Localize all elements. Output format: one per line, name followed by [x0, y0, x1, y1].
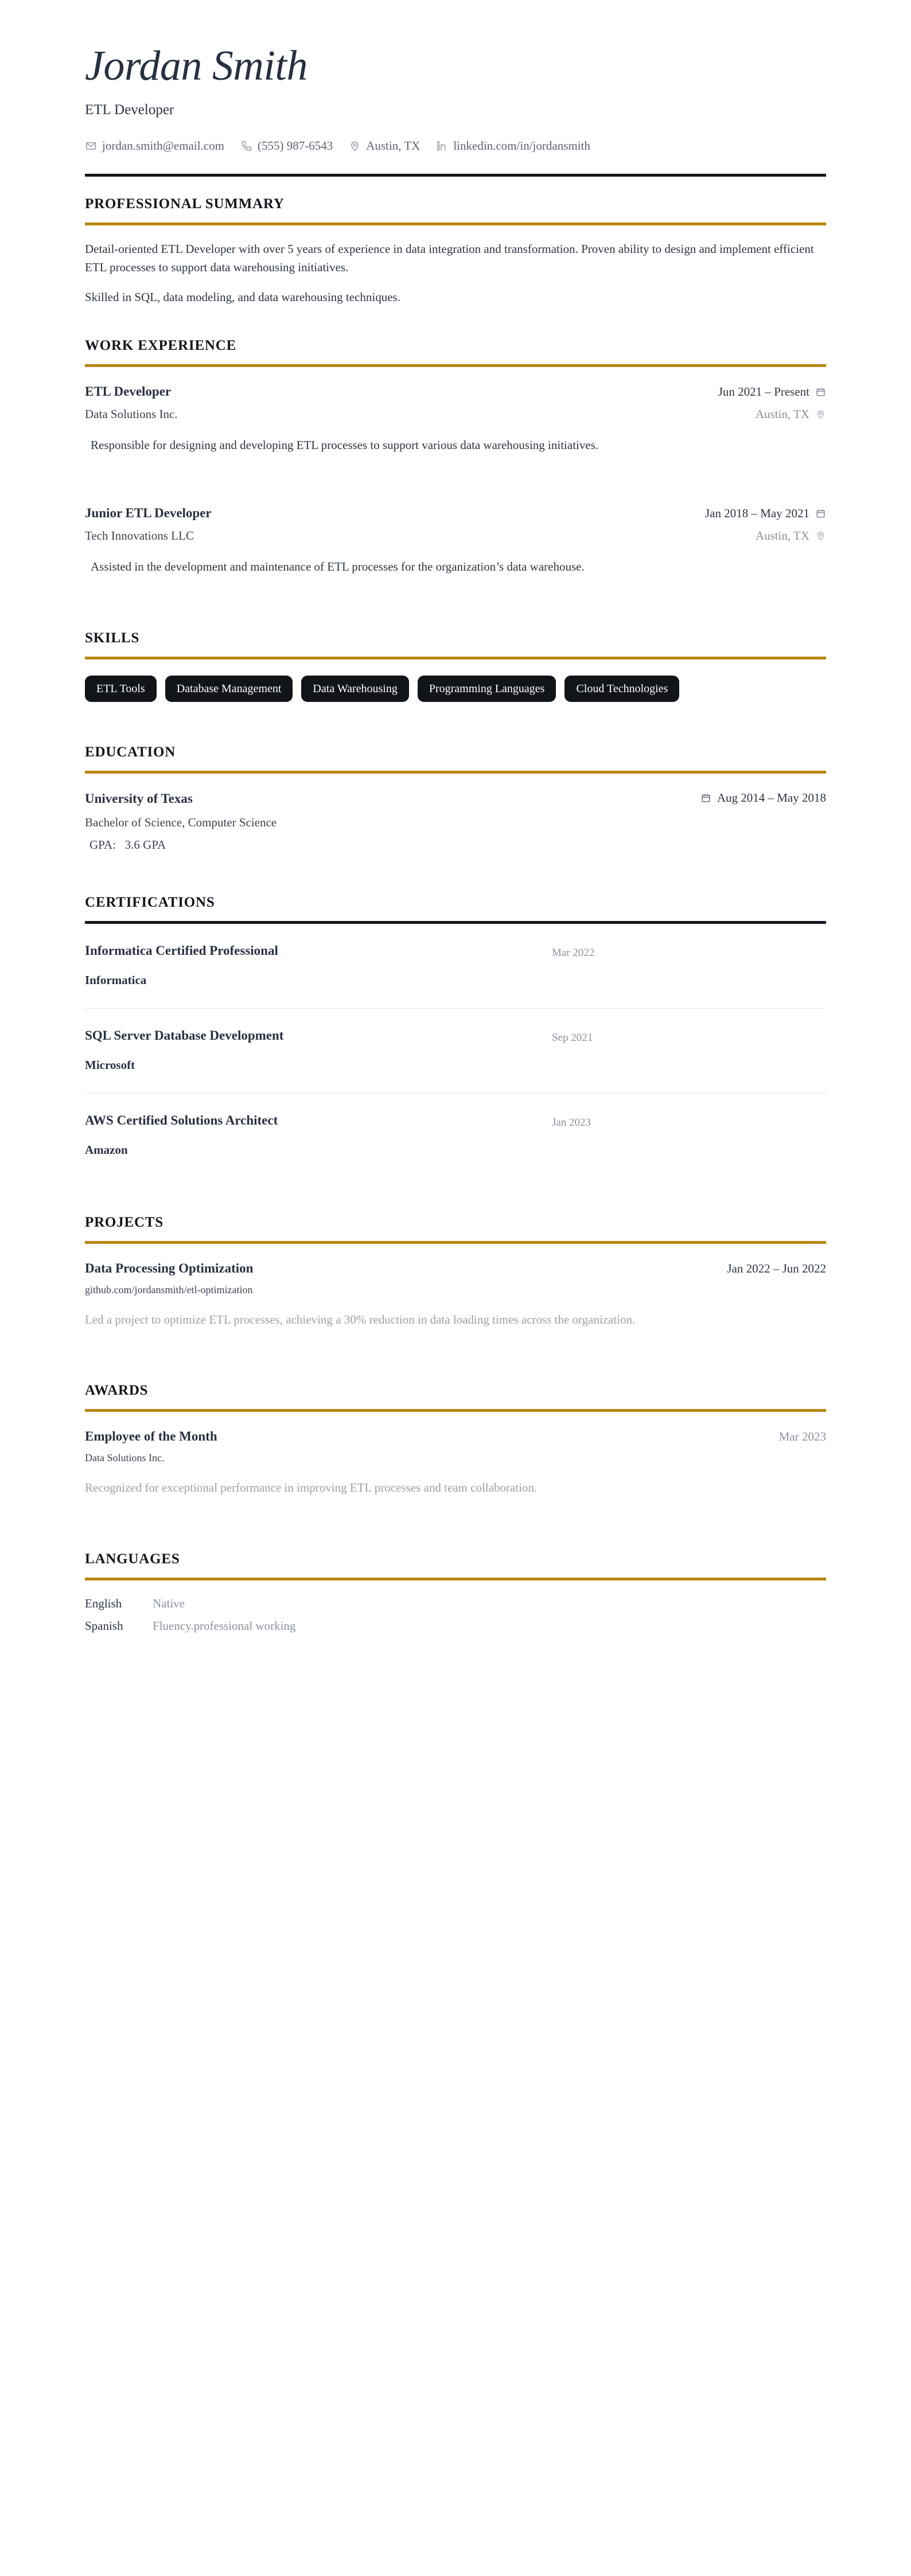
work-date: [705, 506, 826, 521]
phone-icon: [240, 140, 252, 152]
section-projects: [85, 1195, 826, 1329]
contact-email-text: jordan.smith@email.com: [102, 139, 224, 153]
project-link[interactable]: github.com/jordansmith/etl-optimization: [85, 1283, 253, 1295]
work-date: [718, 385, 826, 399]
work-entry: [85, 367, 826, 455]
work-company: Tech Innovations LLC: [85, 529, 194, 543]
certification-entry: [85, 1094, 826, 1178]
education-date: [700, 791, 826, 805]
work-job-title: ETL Developer: [85, 384, 172, 399]
section-title-education: EDUCATION: [85, 744, 176, 760]
section-languages: [85, 1532, 826, 1633]
award-name: Employee of the Month: [85, 1429, 217, 1444]
skills-list: [85, 659, 826, 702]
work-date-text: Jun 2021 – Present: [718, 384, 809, 399]
linkedin-icon: [436, 140, 448, 152]
language-level: Fluency.professional working: [153, 1618, 296, 1633]
calendar-icon: [700, 793, 711, 803]
section-title-skills: SKILLS: [85, 630, 140, 646]
education-school: University of Texas: [85, 791, 193, 806]
section-title-projects: PROJECTS: [85, 1214, 163, 1230]
headline: ETL Developer: [85, 102, 174, 118]
map-pin-icon: [815, 409, 826, 420]
contact-location-text: Austin, TX: [366, 139, 421, 153]
section-title-languages: LANGUAGES: [85, 1551, 180, 1567]
education-gpa-value: 3.6 GPA: [124, 837, 166, 852]
skill-pill: ETL Tools: [85, 676, 157, 702]
project-date: [727, 1262, 826, 1276]
work-location-text: Austin, TX: [755, 529, 809, 543]
award-issuer: Data Solutions Inc.: [85, 1452, 165, 1464]
envelope-icon: [85, 140, 97, 152]
section-certifications: [85, 875, 826, 1178]
certification-name: SQL Server Database Development: [85, 1028, 284, 1043]
award-description: Recognized for exceptional performance in improving ETL processes and team collaboration.: [85, 1481, 538, 1495]
section-summary: [85, 177, 826, 307]
education-date-text: Aug 2014 – May 2018: [717, 790, 826, 805]
award-entry: [85, 1412, 826, 1497]
work-location: [756, 529, 826, 543]
page-title: Jordan Smith: [85, 42, 307, 89]
contact-phone[interactable]: [240, 139, 333, 153]
project-description: Led a project to optimize ETL processes, achieving a 30% reduction in data loading times across the organization.: [85, 1312, 636, 1326]
contact-location: [349, 139, 420, 153]
work-location: [756, 407, 826, 421]
skill-pill: Database Management: [165, 676, 293, 702]
summary-paragraph: Skilled in SQL, data modeling, and data warehousing techniques.: [85, 290, 400, 304]
skill-pill: Data Warehousing: [301, 676, 408, 702]
work-company: Data Solutions Inc.: [85, 407, 178, 421]
certification-date: Mar 2022: [551, 946, 595, 959]
section-title-certifications: CERTIFICATIONS: [85, 894, 215, 910]
award-date: [779, 1430, 826, 1444]
contact-phone-text: (555) 987-6543: [257, 139, 333, 153]
language-name: Spanish: [85, 1618, 123, 1633]
work-job-title: Junior ETL Developer: [85, 506, 212, 521]
project-date-text: Jan 2022 – Jun 2022: [727, 1261, 826, 1275]
project-name: Data Processing Optimization: [85, 1260, 254, 1275]
skill-pill: Cloud Technologies: [564, 676, 679, 702]
section-skills: [85, 611, 826, 702]
summary-paragraph: Detail-oriented ETL Developer with over 5 years of experience in data integration and transformation. Proven ability to design and implement efficient ETL processes to support data warehousing initiatives.: [85, 242, 814, 274]
contact-email[interactable]: [85, 139, 224, 153]
section-awards: [85, 1363, 826, 1497]
map-pin-icon: [815, 530, 826, 541]
certification-issuer: Microsoft: [85, 1057, 135, 1072]
language-row: [85, 1619, 826, 1633]
certification-entry: [85, 1009, 826, 1093]
section-title-summary: PROFESSIONAL SUMMARY: [85, 196, 285, 212]
calendar-icon: [815, 508, 826, 519]
work-description: Responsible for designing and developing ETL processes to support various data warehousing initiatives.: [91, 438, 599, 452]
map-pin-icon: [349, 140, 361, 152]
certification-issuer: Informatica: [85, 973, 147, 987]
certification-entry: [85, 924, 826, 1008]
calendar-icon: [815, 387, 826, 397]
languages-list: [85, 1580, 826, 1633]
contact-linkedin-text: linkedin.com/in/jordansmith: [453, 139, 590, 153]
project-entry: [85, 1244, 826, 1329]
section-title-work-experience: WORK EXPERIENCE: [85, 337, 237, 353]
certification-date: Jan 2023: [551, 1116, 591, 1129]
language-row: [85, 1597, 826, 1611]
certification-date: Sep 2021: [551, 1031, 593, 1044]
certification-name: AWS Certified Solutions Architect: [85, 1113, 278, 1127]
section-work-experience: [85, 318, 826, 576]
award-date-text: Mar 2023: [778, 1430, 826, 1444]
skill-pill: Programming Languages: [418, 676, 556, 702]
section-education: [85, 725, 826, 852]
work-description: Assisted in the development and maintenance of ETL processes for the organization’s data warehouse.: [91, 560, 585, 574]
contact-linkedin[interactable]: [436, 139, 590, 153]
work-entry: [85, 489, 826, 576]
education-gpa: [85, 838, 826, 852]
contact-row: [85, 139, 826, 153]
work-date-text: Jan 2018 – May 2021: [705, 506, 809, 521]
resume-header: [85, 42, 826, 153]
section-title-awards: AWARDS: [85, 1383, 149, 1399]
language-name: English: [85, 1596, 122, 1610]
education-degree: Bachelor of Science, Computer Science: [85, 815, 277, 829]
language-level: Native: [153, 1596, 185, 1610]
certification-name: Informatica Certified Professional: [85, 943, 278, 958]
education-gpa-label: GPA:: [89, 837, 116, 852]
education-entry: [85, 774, 826, 852]
work-location-text: Austin, TX: [755, 407, 809, 421]
certification-issuer: Amazon: [85, 1142, 128, 1157]
